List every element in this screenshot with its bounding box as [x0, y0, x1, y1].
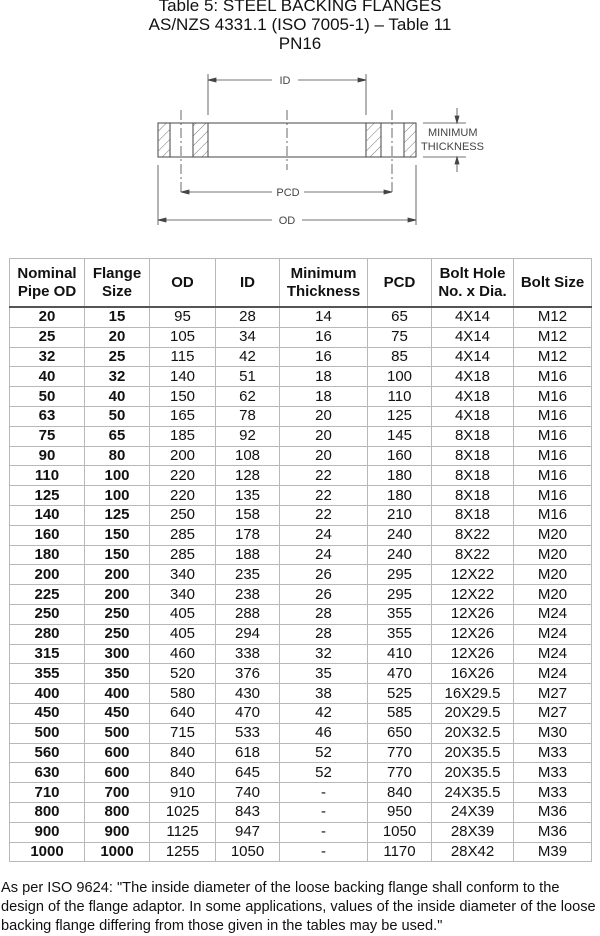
- cell-nominal-pipe-od: 110: [10, 466, 85, 486]
- cell-bolt-size: M24: [514, 604, 592, 624]
- cell-flange-size: 600: [85, 743, 150, 763]
- iso-9624-note: As per ISO 9624: "The inside diameter of the loose backing flange shall conform to the design of the flange adaptor. In some applications, values of the inside diameter of the loose backing flange differing from those given in the tables may be used.": [1, 880, 596, 934]
- cell-bolt-hole: 8X18: [432, 466, 514, 486]
- header-line-2: Thickness: [286, 282, 361, 300]
- cell-od: 105: [150, 327, 216, 347]
- table-row: [10, 565, 592, 585]
- cell-bolt-size: M20: [514, 525, 592, 545]
- cell-id: 108: [216, 446, 280, 466]
- cell-minimum-thickness: 26: [280, 585, 368, 605]
- cell-bolt-hole: 4X18: [432, 387, 514, 407]
- header-line-1: PCD: [383, 273, 416, 291]
- min-thickness-label-1: MINIMUM: [428, 127, 478, 139]
- cell-nominal-pipe-od: 50: [10, 387, 85, 407]
- cell-bolt-size: M16: [514, 387, 592, 407]
- cell-od: 405: [150, 604, 216, 624]
- cell-minimum-thickness: 26: [280, 565, 368, 585]
- cell-pcd: 125: [368, 406, 432, 426]
- flange-cross-section-diagram: [140, 60, 500, 240]
- cell-nominal-pipe-od: 280: [10, 624, 85, 644]
- cell-nominal-pipe-od: 32: [10, 347, 85, 367]
- cell-bolt-size: M33: [514, 743, 592, 763]
- cell-minimum-thickness: 22: [280, 505, 368, 525]
- cell-id: 188: [216, 545, 280, 565]
- table-row: [10, 327, 592, 347]
- cell-id: 92: [216, 426, 280, 446]
- cell-bolt-hole: 20X32.5: [432, 723, 514, 743]
- cell-minimum-thickness: 22: [280, 486, 368, 506]
- cell-id: 34: [216, 327, 280, 347]
- cell-bolt-hole: 12X26: [432, 604, 514, 624]
- table-row: [10, 387, 592, 407]
- cell-flange-size: 500: [85, 723, 150, 743]
- cell-pcd: 110: [368, 387, 432, 407]
- cell-od: 95: [150, 307, 216, 327]
- table-row: [10, 802, 592, 822]
- cell-nominal-pipe-od: 75: [10, 426, 85, 446]
- table-row: [10, 783, 592, 803]
- cell-bolt-hole: 8X18: [432, 486, 514, 506]
- cell-od: 1125: [150, 822, 216, 842]
- cell-pcd: 85: [368, 347, 432, 367]
- cell-bolt-hole: 24X39: [432, 802, 514, 822]
- column-header-bolt-size: [514, 259, 592, 308]
- cell-bolt-hole: 20X35.5: [432, 763, 514, 783]
- title-line-2: AS/NZS 4331.1 (ISO 7005-1) – Table 11: [148, 15, 452, 34]
- cell-flange-size: 600: [85, 763, 150, 783]
- table-row: [10, 406, 592, 426]
- cell-flange-size: 700: [85, 783, 150, 803]
- min-thickness-label-2: THICKNESS: [421, 141, 484, 153]
- cell-id: 51: [216, 367, 280, 387]
- cell-pcd: 770: [368, 763, 432, 783]
- cell-id: 947: [216, 822, 280, 842]
- cell-nominal-pipe-od: 125: [10, 486, 85, 506]
- cell-od: 1255: [150, 842, 216, 862]
- cell-flange-size: 150: [85, 545, 150, 565]
- cell-flange-size: 50: [85, 406, 150, 426]
- header-line-1: OD: [171, 273, 194, 291]
- cell-bolt-hole: 20X35.5: [432, 743, 514, 763]
- cell-nominal-pipe-od: 315: [10, 644, 85, 664]
- cell-id: 294: [216, 624, 280, 644]
- table-row: [10, 644, 592, 664]
- cell-minimum-thickness: 20: [280, 446, 368, 466]
- cell-od: 460: [150, 644, 216, 664]
- cell-pcd: 240: [368, 525, 432, 545]
- cell-nominal-pipe-od: 200: [10, 565, 85, 585]
- cell-minimum-thickness: 16: [280, 347, 368, 367]
- cell-pcd: 950: [368, 802, 432, 822]
- cell-bolt-size: M20: [514, 565, 592, 585]
- cell-id: 238: [216, 585, 280, 605]
- cell-flange-size: 250: [85, 624, 150, 644]
- cell-nominal-pipe-od: 400: [10, 684, 85, 704]
- cell-flange-size: 1000: [85, 842, 150, 862]
- cell-pcd: 145: [368, 426, 432, 446]
- cell-id: 618: [216, 743, 280, 763]
- cell-flange-size: 40: [85, 387, 150, 407]
- column-header-id: [216, 259, 280, 308]
- table-row: [10, 466, 592, 486]
- cell-nominal-pipe-od: 63: [10, 406, 85, 426]
- cell-nominal-pipe-od: 20: [10, 307, 85, 327]
- cell-pcd: 180: [368, 486, 432, 506]
- cell-bolt-size: M16: [514, 426, 592, 446]
- cell-minimum-thickness: 20: [280, 426, 368, 446]
- cell-bolt-hole: 8X22: [432, 525, 514, 545]
- cell-od: 640: [150, 703, 216, 723]
- cell-nominal-pipe-od: 800: [10, 802, 85, 822]
- cell-pcd: 770: [368, 743, 432, 763]
- cell-od: 1025: [150, 802, 216, 822]
- table-row: [10, 723, 592, 743]
- cell-nominal-pipe-od: 160: [10, 525, 85, 545]
- table-row: [10, 505, 592, 525]
- cell-pcd: 840: [368, 783, 432, 803]
- table-row: [10, 446, 592, 466]
- table-row: [10, 822, 592, 842]
- table-row: [10, 307, 592, 327]
- cell-flange-size: 350: [85, 664, 150, 684]
- table-row: [10, 347, 592, 367]
- cell-minimum-thickness: 42: [280, 703, 368, 723]
- cell-od: 580: [150, 684, 216, 704]
- cell-flange-size: 32: [85, 367, 150, 387]
- cell-flange-size: 900: [85, 822, 150, 842]
- cell-minimum-thickness: 52: [280, 743, 368, 763]
- header-line-1: Bolt Size: [520, 273, 585, 291]
- column-header-flange-size: [85, 259, 150, 308]
- cell-flange-size: 300: [85, 644, 150, 664]
- cell-od: 220: [150, 486, 216, 506]
- cell-bolt-hole: 20X29.5: [432, 703, 514, 723]
- cell-id: 740: [216, 783, 280, 803]
- pcd-label: PCD: [276, 187, 300, 199]
- cell-flange-size: 200: [85, 585, 150, 605]
- cell-bolt-size: M16: [514, 406, 592, 426]
- cell-pcd: 65: [368, 307, 432, 327]
- cell-pcd: 470: [368, 664, 432, 684]
- cell-bolt-hole: 12X26: [432, 624, 514, 644]
- cell-minimum-thickness: 28: [280, 624, 368, 644]
- cell-id: 1050: [216, 842, 280, 862]
- cell-bolt-hole: 12X22: [432, 585, 514, 605]
- cell-bolt-hole: 4X18: [432, 406, 514, 426]
- table-header-row: [10, 259, 592, 308]
- cell-flange-size: 400: [85, 684, 150, 704]
- cell-minimum-thickness: -: [280, 822, 368, 842]
- cell-od: 115: [150, 347, 216, 367]
- cell-minimum-thickness: 28: [280, 604, 368, 624]
- table-row: [10, 525, 592, 545]
- table-row: [10, 426, 592, 446]
- cell-nominal-pipe-od: 450: [10, 703, 85, 723]
- cell-nominal-pipe-od: 630: [10, 763, 85, 783]
- cell-nominal-pipe-od: 225: [10, 585, 85, 605]
- cell-bolt-hole: 12X26: [432, 644, 514, 664]
- cell-pcd: 100: [368, 367, 432, 387]
- cell-bolt-hole: 4X18: [432, 367, 514, 387]
- table-row: [10, 604, 592, 624]
- cell-flange-size: 200: [85, 565, 150, 585]
- cell-id: 645: [216, 763, 280, 783]
- cell-bolt-size: M39: [514, 842, 592, 862]
- cell-nominal-pipe-od: 355: [10, 664, 85, 684]
- table-row: [10, 842, 592, 862]
- cell-nominal-pipe-od: 180: [10, 545, 85, 565]
- cell-id: 430: [216, 684, 280, 704]
- cell-minimum-thickness: -: [280, 802, 368, 822]
- cell-od: 220: [150, 466, 216, 486]
- cell-flange-size: 800: [85, 802, 150, 822]
- table-row: [10, 585, 592, 605]
- cell-minimum-thickness: 18: [280, 367, 368, 387]
- cell-minimum-thickness: 52: [280, 763, 368, 783]
- cell-bolt-size: M16: [514, 367, 592, 387]
- cell-pcd: 160: [368, 446, 432, 466]
- cell-bolt-size: M27: [514, 703, 592, 723]
- cell-pcd: 180: [368, 466, 432, 486]
- column-header-minimum-thickness: [280, 259, 368, 308]
- header-line-1: Minimum: [290, 264, 357, 282]
- cell-flange-size: 65: [85, 426, 150, 446]
- cell-nominal-pipe-od: 140: [10, 505, 85, 525]
- table-row: [10, 703, 592, 723]
- table-row: [10, 684, 592, 704]
- table-row: [10, 664, 592, 684]
- cell-od: 200: [150, 446, 216, 466]
- cell-nominal-pipe-od: 250: [10, 604, 85, 624]
- cell-od: 340: [150, 585, 216, 605]
- cell-pcd: 75: [368, 327, 432, 347]
- cell-bolt-size: M24: [514, 624, 592, 644]
- cell-bolt-size: M33: [514, 783, 592, 803]
- cell-nominal-pipe-od: 25: [10, 327, 85, 347]
- table-body: [10, 307, 592, 862]
- cell-id: 533: [216, 723, 280, 743]
- cell-bolt-size: M16: [514, 505, 592, 525]
- column-header-nominal-pipe-od: [10, 259, 85, 308]
- header-line-1: Bolt Hole: [439, 264, 506, 282]
- cell-bolt-hole: 16X26: [432, 664, 514, 684]
- id-label: ID: [279, 75, 291, 87]
- column-header-od: [150, 259, 216, 308]
- cell-bolt-hole: 8X18: [432, 505, 514, 525]
- table-row: [10, 743, 592, 763]
- cell-id: 843: [216, 802, 280, 822]
- cell-nominal-pipe-od: 710: [10, 783, 85, 803]
- thickness-dimension: [423, 108, 466, 172]
- cell-id: 158: [216, 505, 280, 525]
- cell-od: 285: [150, 545, 216, 565]
- cell-pcd: 1170: [368, 842, 432, 862]
- cell-minimum-thickness: 14: [280, 307, 368, 327]
- cell-nominal-pipe-od: 40: [10, 367, 85, 387]
- cell-bolt-size: M24: [514, 664, 592, 684]
- cell-od: 405: [150, 624, 216, 644]
- cell-od: 285: [150, 525, 216, 545]
- cell-bolt-hole: 28X39: [432, 822, 514, 842]
- cell-id: 288: [216, 604, 280, 624]
- cell-id: 42: [216, 347, 280, 367]
- cell-minimum-thickness: 35: [280, 664, 368, 684]
- cell-pcd: 210: [368, 505, 432, 525]
- cell-od: 250: [150, 505, 216, 525]
- cell-pcd: 650: [368, 723, 432, 743]
- cell-minimum-thickness: -: [280, 783, 368, 803]
- document-title: [0, 0, 600, 53]
- cell-bolt-size: M20: [514, 545, 592, 565]
- header-line-1: Nominal: [17, 264, 77, 282]
- cell-id: 470: [216, 703, 280, 723]
- cell-bolt-size: M16: [514, 446, 592, 466]
- cell-od: 910: [150, 783, 216, 803]
- header-line-2: No. x Dia.: [438, 282, 507, 300]
- column-header-bolt-hole: [432, 259, 514, 308]
- header-line-1: Flange: [92, 264, 142, 282]
- cell-bolt-hole: 4X14: [432, 347, 514, 367]
- cell-bolt-hole: 4X14: [432, 327, 514, 347]
- header-line-1: ID: [240, 273, 255, 291]
- cell-od: 715: [150, 723, 216, 743]
- table-row: [10, 486, 592, 506]
- cell-od: 840: [150, 743, 216, 763]
- cell-flange-size: 80: [85, 446, 150, 466]
- cell-nominal-pipe-od: 900: [10, 822, 85, 842]
- cell-flange-size: 100: [85, 486, 150, 506]
- cell-nominal-pipe-od: 1000: [10, 842, 85, 862]
- cell-minimum-thickness: 20: [280, 406, 368, 426]
- cell-od: 520: [150, 664, 216, 684]
- cell-flange-size: 150: [85, 525, 150, 545]
- cell-minimum-thickness: 16: [280, 327, 368, 347]
- cell-nominal-pipe-od: 560: [10, 743, 85, 763]
- cell-flange-size: 15: [85, 307, 150, 327]
- cell-bolt-hole: 24X35.5: [432, 783, 514, 803]
- cell-pcd: 585: [368, 703, 432, 723]
- od-label: OD: [278, 215, 296, 227]
- cell-id: 128: [216, 466, 280, 486]
- cell-id: 178: [216, 525, 280, 545]
- title-line-1: Table 5: STEEL BACKING FLANGES: [158, 0, 442, 15]
- cell-id: 28: [216, 307, 280, 327]
- cell-id: 78: [216, 406, 280, 426]
- cell-minimum-thickness: 24: [280, 545, 368, 565]
- cell-id: 376: [216, 664, 280, 684]
- cell-bolt-size: M12: [514, 347, 592, 367]
- cell-minimum-thickness: 18: [280, 387, 368, 407]
- cell-flange-size: 100: [85, 466, 150, 486]
- cell-od: 165: [150, 406, 216, 426]
- cell-minimum-thickness: 32: [280, 644, 368, 664]
- cell-pcd: 295: [368, 585, 432, 605]
- cell-bolt-size: M12: [514, 307, 592, 327]
- table-row: [10, 367, 592, 387]
- table-row: [10, 624, 592, 644]
- table-row: [10, 763, 592, 783]
- cell-bolt-size: M33: [514, 763, 592, 783]
- header-line-2: Pipe OD: [17, 282, 77, 300]
- cell-flange-size: 125: [85, 505, 150, 525]
- cell-nominal-pipe-od: 500: [10, 723, 85, 743]
- cell-bolt-size: M27: [514, 684, 592, 704]
- cell-pcd: 295: [368, 565, 432, 585]
- cell-bolt-hole: 8X18: [432, 426, 514, 446]
- cell-od: 340: [150, 565, 216, 585]
- cell-bolt-size: M36: [514, 822, 592, 842]
- cell-bolt-hole: 12X22: [432, 565, 514, 585]
- flange-spec-table: [9, 258, 592, 862]
- cell-minimum-thickness: 22: [280, 466, 368, 486]
- cell-pcd: 355: [368, 624, 432, 644]
- cell-flange-size: 25: [85, 347, 150, 367]
- cell-bolt-size: M24: [514, 644, 592, 664]
- cell-bolt-hole: 16X29.5: [432, 684, 514, 704]
- cell-od: 185: [150, 426, 216, 446]
- cell-id: 338: [216, 644, 280, 664]
- cell-bolt-size: M16: [514, 486, 592, 506]
- cell-bolt-size: M20: [514, 585, 592, 605]
- cell-od: 840: [150, 763, 216, 783]
- cell-od: 150: [150, 387, 216, 407]
- cell-bolt-size: M30: [514, 723, 592, 743]
- cell-pcd: 1050: [368, 822, 432, 842]
- cell-minimum-thickness: 46: [280, 723, 368, 743]
- cell-minimum-thickness: -: [280, 842, 368, 862]
- cell-bolt-hole: 8X22: [432, 545, 514, 565]
- cell-nominal-pipe-od: 90: [10, 446, 85, 466]
- column-header-pcd: [368, 259, 432, 308]
- cell-bolt-hole: 4X14: [432, 307, 514, 327]
- cell-id: 135: [216, 486, 280, 506]
- cell-bolt-size: M12: [514, 327, 592, 347]
- cell-pcd: 525: [368, 684, 432, 704]
- cell-flange-size: 250: [85, 604, 150, 624]
- cell-od: 140: [150, 367, 216, 387]
- cell-id: 235: [216, 565, 280, 585]
- cell-bolt-hole: 28X42: [432, 842, 514, 862]
- cell-minimum-thickness: 38: [280, 684, 368, 704]
- cell-minimum-thickness: 24: [280, 525, 368, 545]
- header-line-2: Size: [101, 282, 132, 300]
- cell-pcd: 410: [368, 644, 432, 664]
- cell-pcd: 240: [368, 545, 432, 565]
- cell-bolt-size: M16: [514, 466, 592, 486]
- cell-flange-size: 20: [85, 327, 150, 347]
- cell-pcd: 355: [368, 604, 432, 624]
- table-row: [10, 545, 592, 565]
- cell-bolt-size: M36: [514, 802, 592, 822]
- title-line-3: PN16: [278, 34, 322, 53]
- cell-id: 62: [216, 387, 280, 407]
- cell-flange-size: 450: [85, 703, 150, 723]
- cell-bolt-hole: 8X18: [432, 446, 514, 466]
